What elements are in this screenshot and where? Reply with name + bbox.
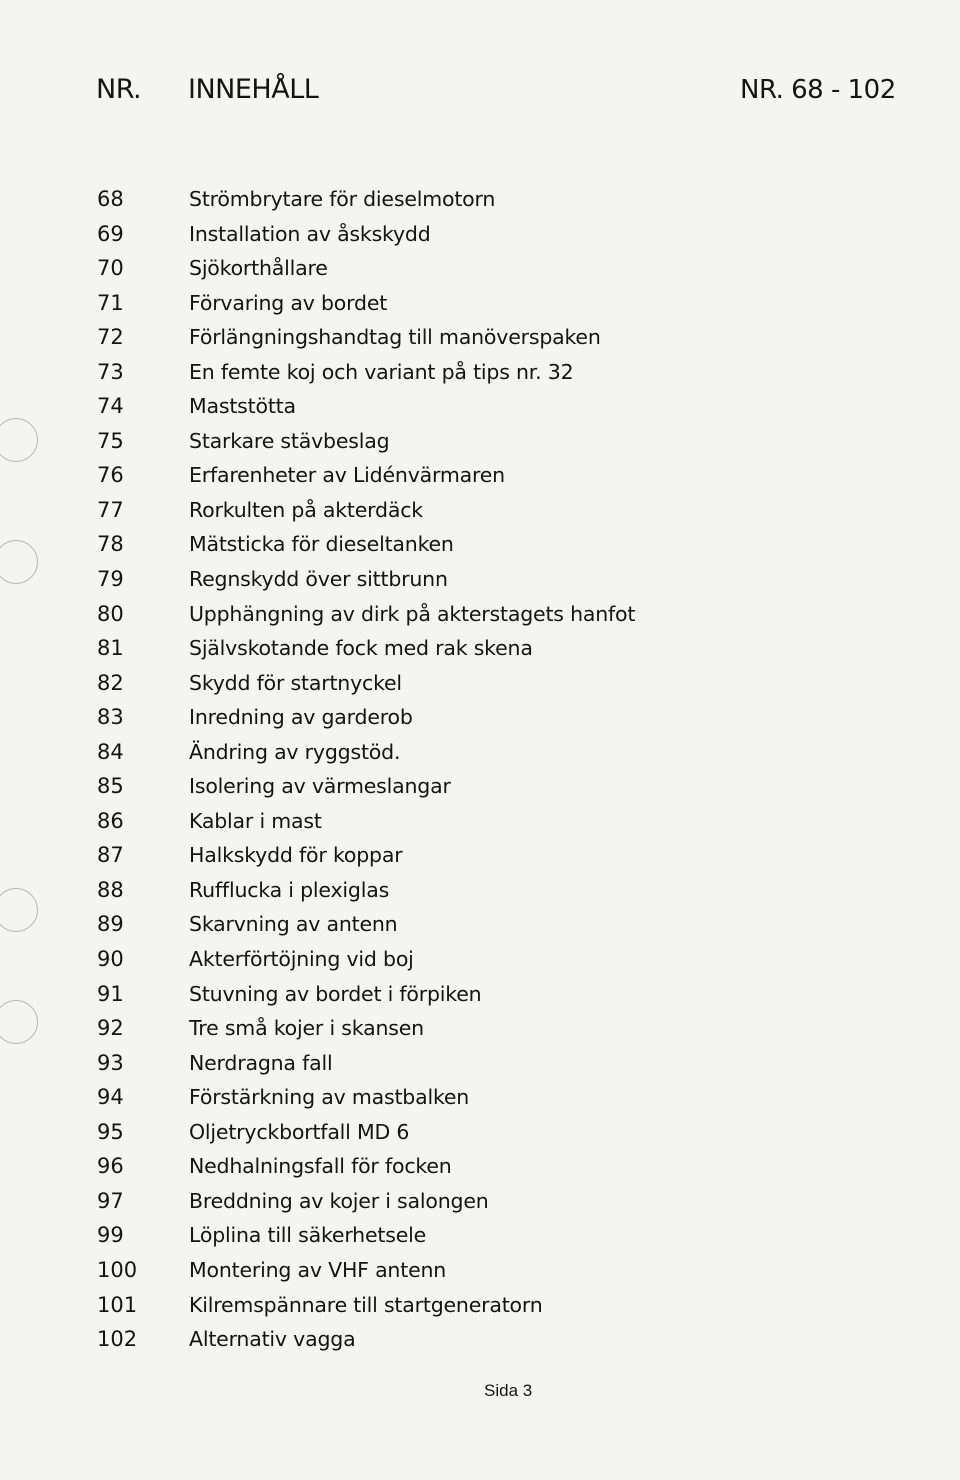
contents-entry — [0, 1288, 960, 1323]
entry-title: Nerdragna fall — [189, 1050, 333, 1075]
entry-title: Akterförtöjning vid boj — [189, 947, 414, 972]
entry-number: 100 — [97, 1257, 138, 1282]
entry-title: Erfarenheter av Lidénvärmaren — [189, 463, 505, 488]
entry-title: Tre små kojer i skansen — [189, 1016, 424, 1041]
number-column-heading: NR. — [96, 74, 142, 105]
entry-number: 74 — [97, 394, 124, 419]
entry-title: Självskotande fock med rak skena — [189, 636, 533, 661]
entry-title: Sjökorthållare — [189, 256, 328, 281]
entry-number: 77 — [97, 497, 124, 522]
entry-title: Upphängning av dirk på akterstagets hanfot — [189, 601, 636, 626]
entry-title: Inredning av garderob — [189, 705, 413, 730]
entry-title: Ändring av ryggstöd. — [189, 739, 401, 764]
contents-entry — [0, 769, 960, 804]
contents-entry — [0, 1080, 960, 1115]
entry-title: Installation av åskskydd — [189, 221, 431, 246]
entry-number: 71 — [97, 290, 124, 315]
contents-entry — [0, 458, 960, 493]
entry-title: Skarvning av antenn — [189, 912, 398, 937]
contents-entry — [0, 217, 960, 252]
entry-title: Alternativ vagga — [189, 1327, 356, 1352]
contents-entry — [0, 666, 960, 701]
entry-title: Starkare stävbeslag — [189, 428, 390, 453]
entry-title: Regnskydd över sittbrunn — [189, 567, 448, 592]
contents-entry — [0, 597, 960, 632]
contents-entry — [0, 735, 960, 770]
contents-entry — [0, 838, 960, 873]
contents-entry — [0, 527, 960, 562]
contents-entry — [0, 1253, 960, 1288]
page-header — [0, 70, 960, 110]
contents-entry — [0, 1046, 960, 1081]
entry-number: 99 — [97, 1223, 124, 1248]
entry-number: 72 — [97, 325, 124, 350]
contents-entry — [0, 1011, 960, 1046]
entry-title: Strömbrytare för dieselmotorn — [189, 187, 496, 211]
contents-entry — [0, 251, 960, 286]
entry-number: 73 — [97, 359, 124, 384]
entry-title: Löplina till säkerhetsele — [189, 1223, 427, 1248]
contents-entry — [0, 424, 960, 459]
entry-title: Oljetryckbortfall MD 6 — [189, 1119, 410, 1144]
entry-number: 93 — [97, 1050, 124, 1075]
entry-title: Montering av VHF antenn — [189, 1257, 447, 1282]
entry-title: Halkskydd för koppar — [189, 843, 403, 868]
contents-entry — [0, 1322, 960, 1357]
entry-title: Kablar i mast — [189, 808, 322, 833]
contents-entry — [0, 1184, 960, 1219]
entry-number: 101 — [97, 1292, 138, 1317]
entry-title: Nedhalningsfall för focken — [189, 1154, 452, 1179]
entry-number: 95 — [97, 1119, 124, 1144]
entry-title: Förlängningshandtag till manöverspaken — [189, 325, 601, 350]
entry-title: Breddning av kojer i salongen — [189, 1188, 489, 1213]
entry-number: 78 — [97, 532, 124, 557]
contents-entry — [0, 907, 960, 942]
contents-entry — [0, 1115, 960, 1150]
entry-number: 85 — [97, 774, 124, 799]
entry-number: 83 — [97, 705, 124, 730]
entry-number: 76 — [97, 463, 124, 488]
entry-number: 91 — [97, 981, 124, 1006]
entry-number: 102 — [97, 1327, 138, 1352]
entry-number: 92 — [97, 1016, 124, 1041]
entry-number: 68 — [97, 187, 124, 211]
entry-number: 82 — [97, 670, 124, 695]
contents-entry — [0, 320, 960, 355]
entry-title: Rufflucka i plexiglas — [189, 877, 390, 902]
entry-number: 75 — [97, 428, 124, 453]
page-number: Sida 3 — [484, 1381, 533, 1400]
contents-entry — [0, 389, 960, 424]
contents-entry — [0, 700, 960, 735]
contents-entry — [0, 355, 960, 390]
contents-entry — [0, 804, 960, 839]
entry-number: 79 — [97, 567, 124, 592]
entry-number: 87 — [97, 843, 124, 868]
number-range-heading: NR. 68 - 102 — [740, 75, 896, 105]
entry-number: 84 — [97, 739, 124, 764]
entry-number: 97 — [97, 1188, 124, 1213]
entry-number: 94 — [97, 1085, 124, 1110]
entry-number: 80 — [97, 601, 124, 626]
contents-entry — [0, 873, 960, 908]
entry-title: Maststötta — [189, 394, 296, 419]
entry-number: 69 — [97, 221, 124, 246]
contents-entry — [0, 631, 960, 666]
entry-title: Förstärkning av mastbalken — [189, 1085, 470, 1110]
entry-title: Rorkulten på akterdäck — [189, 497, 423, 522]
entry-number: 70 — [97, 256, 124, 281]
entry-number: 89 — [97, 912, 124, 937]
entry-number: 90 — [97, 947, 124, 972]
entry-number: 88 — [97, 877, 124, 902]
entry-number: 81 — [97, 636, 124, 661]
contents-entry — [0, 1218, 960, 1253]
entry-title: Mätsticka för dieseltanken — [189, 532, 454, 557]
contents-entry — [0, 1149, 960, 1184]
entry-title: Stuvning av bordet i förpiken — [189, 981, 482, 1006]
contents-entry — [0, 977, 960, 1012]
entry-title: Förvaring av bordet — [189, 290, 388, 315]
entry-number: 86 — [97, 808, 124, 833]
entry-title: En femte koj och variant på tips nr. 32 — [189, 359, 574, 384]
entry-title: Isolering av värmeslangar — [189, 774, 451, 799]
contents-entry — [0, 493, 960, 528]
entry-number: 96 — [97, 1154, 124, 1179]
entry-title: Skydd för startnyckel — [189, 670, 402, 695]
contents-entry — [0, 182, 960, 217]
contents-entry — [0, 562, 960, 597]
contents-entry — [0, 942, 960, 977]
contents-heading: INNEHÅLL — [188, 74, 319, 105]
contents-entry — [0, 286, 960, 321]
contents-list — [0, 182, 960, 1357]
entry-title: Kilremspännare till startgeneratorn — [189, 1292, 543, 1317]
